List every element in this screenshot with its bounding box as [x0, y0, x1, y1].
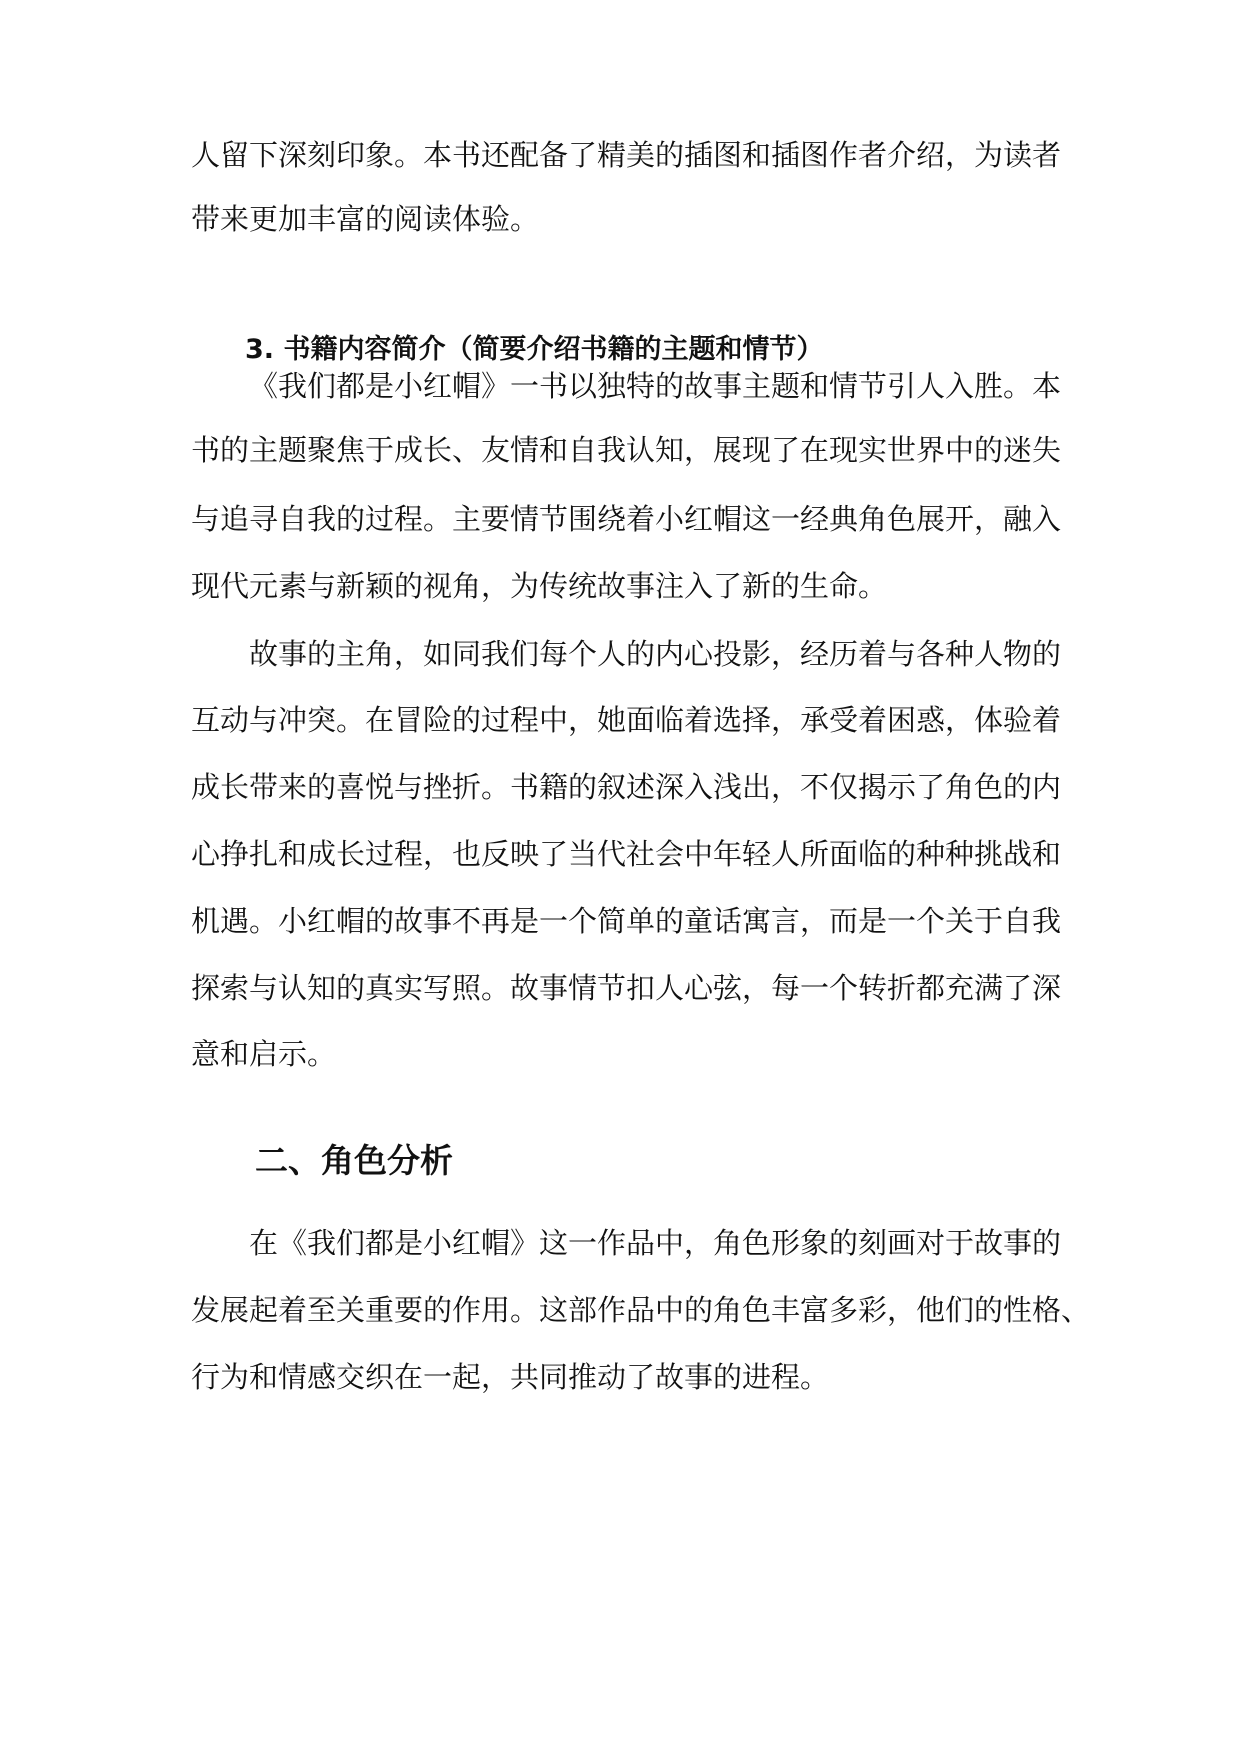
paragraph-line: 互动与冲突。在冒险的过程中，她面临着选择，承受着困惑，体验着 [191, 703, 1062, 737]
paragraph-line: 发展起着至关重要的作用。这部作品中的角色丰富多彩，他们的性格、 [191, 1293, 1091, 1327]
intro-line: 人留下深刻印象。本书还配备了精美的插图和插图作者介绍，为读者 [191, 138, 1062, 172]
section-heading-book-summary: 3. 书籍内容简介（简要介绍书籍的主题和情节） [245, 334, 824, 365]
paragraph-line: 《我们都是小红帽》一书以独特的故事主题和情节引人入胜。本 [249, 369, 1062, 403]
paragraph-line: 行为和情感交织在一起，共同推动了故事的进程。 [191, 1360, 830, 1394]
paragraph-line: 与追寻自我的过程。主要情节围绕着小红帽这一经典角色展开，融入 [191, 502, 1062, 536]
paragraph-line: 现代元素与新颖的视角，为传统故事注入了新的生命。 [191, 569, 888, 603]
intro-line: 带来更加丰富的阅读体验。 [191, 202, 540, 236]
paragraph-line: 在《我们都是小红帽》这一作品中，角色形象的刻画对于故事的 [249, 1226, 1062, 1260]
paragraph-line: 心挣扎和成长过程，也反映了当代社会中年轻人所面临的种种挑战和 [191, 837, 1062, 871]
paragraph-line: 机遇。小红帽的故事不再是一个简单的童话寓言，而是一个关于自我 [191, 904, 1062, 938]
paragraph-line: 探索与认知的真实写照。故事情节扣人心弦，每一个转折都充满了深 [191, 971, 1062, 1005]
paragraph-line: 成长带来的喜悦与挫折。书籍的叙述深入浅出，不仅揭示了角色的内 [191, 770, 1062, 804]
section-heading-character-analysis: 二、角色分析 [255, 1141, 453, 1180]
paragraph-line: 意和启示。 [191, 1037, 337, 1071]
paragraph-line: 故事的主角，如同我们每个人的内心投影，经历着与各种人物的 [249, 637, 1062, 671]
paragraph-line: 书的主题聚焦于成长、友情和自我认知，展现了在现实世界中的迷失 [191, 433, 1062, 467]
